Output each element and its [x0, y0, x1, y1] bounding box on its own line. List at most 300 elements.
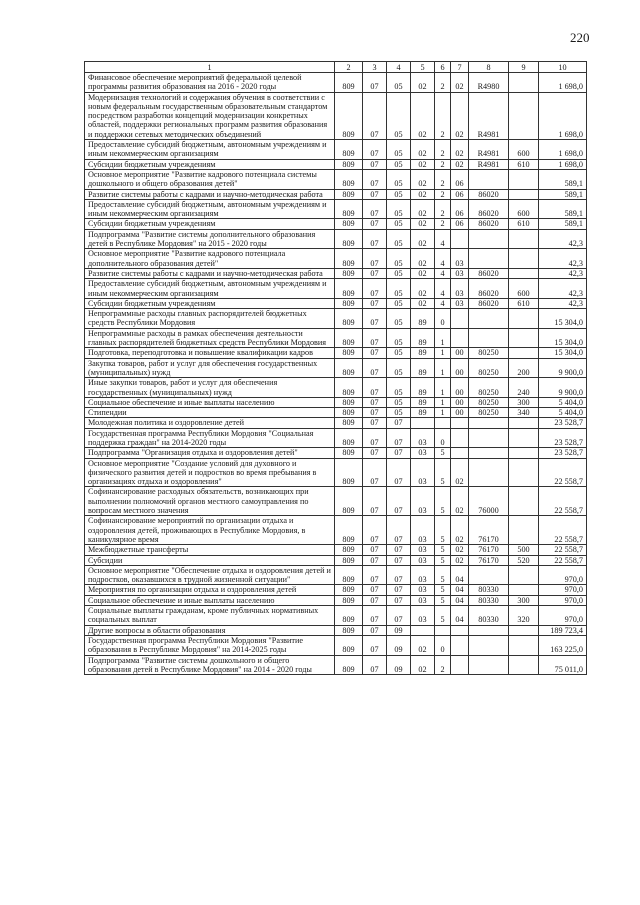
- table-body: [85, 73, 587, 675]
- row-name: Стипендии: [85, 408, 335, 418]
- section-code: 07: [363, 487, 387, 516]
- ministry-code: 809: [335, 625, 363, 635]
- subprogram-code: 4: [435, 298, 451, 308]
- amount: 42,3: [539, 249, 587, 269]
- row-name: Межбюджетные трансферты: [85, 545, 335, 555]
- subsection-code: 07: [387, 595, 411, 605]
- expense-type-code: 200: [509, 358, 539, 378]
- direction-code: [469, 328, 509, 348]
- expense-type-code: 600: [509, 140, 539, 160]
- event-code: [451, 635, 469, 655]
- table-row: [85, 516, 587, 545]
- amount: 15 304,0: [539, 328, 587, 348]
- amount: 22 558,7: [539, 516, 587, 545]
- table-row: [85, 169, 587, 189]
- ministry-code: 809: [335, 358, 363, 378]
- expense-type-code: [509, 249, 539, 269]
- section-code: 07: [363, 625, 387, 635]
- row-name: Предоставление субсидий бюджетным, автономным учреждениям и иным некоммерческим организациям: [85, 279, 335, 299]
- section-code: 07: [363, 545, 387, 555]
- subprogram-code: 5: [435, 487, 451, 516]
- amount: 1 698,0: [539, 159, 587, 169]
- ministry-code: 809: [335, 199, 363, 219]
- amount: 23 528,7: [539, 418, 587, 428]
- table-row: [85, 199, 587, 219]
- page-number: 220: [570, 30, 590, 45]
- subsection-code: 05: [387, 169, 411, 189]
- table-row: [85, 140, 587, 160]
- subsection-code: 07: [387, 458, 411, 487]
- direction-code: 86020: [469, 199, 509, 219]
- table-row: [85, 397, 587, 407]
- expense-type-code: 610: [509, 298, 539, 308]
- direction-code: 86020: [469, 298, 509, 308]
- direction-code: 80330: [469, 595, 509, 605]
- table-row: [85, 487, 587, 516]
- expense-type-code: 500: [509, 545, 539, 555]
- amount: 970,0: [539, 565, 587, 585]
- program-code: 02: [411, 298, 435, 308]
- table-row: [85, 159, 587, 169]
- ministry-code: 809: [335, 458, 363, 487]
- amount: 9 900,0: [539, 358, 587, 378]
- subsection-code: 05: [387, 249, 411, 269]
- event-code: [451, 448, 469, 458]
- event-code: 00: [451, 408, 469, 418]
- table-row: [85, 428, 587, 448]
- expense-type-code: [509, 655, 539, 675]
- expense-type-code: [509, 92, 539, 139]
- expense-type-code: [509, 169, 539, 189]
- subsection-code: 05: [387, 219, 411, 229]
- table-row: [85, 545, 587, 555]
- ministry-code: 809: [335, 595, 363, 605]
- table-row: [85, 448, 587, 458]
- direction-code: [469, 309, 509, 329]
- program-code: 02: [411, 268, 435, 278]
- subsection-code: 07: [387, 545, 411, 555]
- program-code: 02: [411, 159, 435, 169]
- amount: 23 528,7: [539, 448, 587, 458]
- subprogram-code: 1: [435, 358, 451, 378]
- subprogram-code: 2: [435, 159, 451, 169]
- ministry-code: 809: [335, 397, 363, 407]
- direction-code: R4981: [469, 140, 509, 160]
- section-code: 07: [363, 298, 387, 308]
- direction-code: 86020: [469, 219, 509, 229]
- ministry-code: 809: [335, 229, 363, 249]
- subprogram-code: 2: [435, 73, 451, 93]
- direction-code: 76000: [469, 487, 509, 516]
- ministry-code: 809: [335, 545, 363, 555]
- section-code: 07: [363, 606, 387, 626]
- event-code: 02: [451, 516, 469, 545]
- direction-code: 80250: [469, 378, 509, 398]
- row-name: Подпрограмма "Развитие системы дошкольного и общего образования детей в Республике Мордовия" на 2014 - 2020 годы: [85, 655, 335, 675]
- amount: 15 304,0: [539, 309, 587, 329]
- column-number: 1: [85, 62, 335, 73]
- subprogram-code: 2: [435, 169, 451, 189]
- column-number: 6: [435, 62, 451, 73]
- row-name: Подпрограмма "Развитие системы дополнительного образования детей в Республике Мордовия" на 2015 - 2020 годы: [85, 229, 335, 249]
- subprogram-code: 1: [435, 408, 451, 418]
- table-row: [85, 625, 587, 635]
- subsection-code: 07: [387, 555, 411, 565]
- row-name: Субсидии: [85, 555, 335, 565]
- event-code: [451, 625, 469, 635]
- event-code: 03: [451, 249, 469, 269]
- program-code: [411, 418, 435, 428]
- subprogram-code: [435, 418, 451, 428]
- ministry-code: 809: [335, 428, 363, 448]
- subprogram-code: 2: [435, 655, 451, 675]
- ministry-code: 809: [335, 169, 363, 189]
- table-row: [85, 555, 587, 565]
- expense-type-code: [509, 585, 539, 595]
- row-name: Подготовка, переподготовка и повышение квалификации кадров: [85, 348, 335, 358]
- table-row: [85, 408, 587, 418]
- ministry-code: 809: [335, 418, 363, 428]
- amount: 22 558,7: [539, 545, 587, 555]
- section-code: 07: [363, 92, 387, 139]
- amount: 189 723,4: [539, 625, 587, 635]
- row-name: Другие вопросы в области образования: [85, 625, 335, 635]
- direction-code: 80330: [469, 606, 509, 626]
- event-code: 00: [451, 358, 469, 378]
- table-row: [85, 229, 587, 249]
- event-code: 03: [451, 298, 469, 308]
- event-code: 04: [451, 565, 469, 585]
- row-name: Закупка товаров, работ и услуг для обеспечения государственных (муниципальных) нужд: [85, 358, 335, 378]
- row-name: Предоставление субсидий бюджетным, автономным учреждениям и иным некоммерческим организациям: [85, 140, 335, 160]
- ministry-code: 809: [335, 298, 363, 308]
- subprogram-code: 4: [435, 268, 451, 278]
- subprogram-code: 0: [435, 428, 451, 448]
- direction-code: 86020: [469, 189, 509, 199]
- row-name: Иные закупки товаров, работ и услуг для обеспечения государственных (муниципальных) нужд: [85, 378, 335, 398]
- row-name: Субсидии бюджетным учреждениям: [85, 219, 335, 229]
- program-code: 02: [411, 279, 435, 299]
- program-code: 03: [411, 428, 435, 448]
- event-code: [451, 229, 469, 249]
- direction-code: 80250: [469, 358, 509, 378]
- ministry-code: 809: [335, 249, 363, 269]
- subsection-code: 07: [387, 418, 411, 428]
- expense-type-code: [509, 418, 539, 428]
- amount: 589,1: [539, 199, 587, 219]
- subprogram-code: 5: [435, 606, 451, 626]
- subsection-code: 05: [387, 229, 411, 249]
- section-code: 07: [363, 309, 387, 329]
- subprogram-code: 2: [435, 140, 451, 160]
- amount: 22 558,7: [539, 458, 587, 487]
- subsection-code: 07: [387, 606, 411, 626]
- program-code: [411, 625, 435, 635]
- row-name: Софинансирование мероприятий по организации отдыха и оздоровления детей, проживающих в Республике Мордовия, в каникулярное время: [85, 516, 335, 545]
- event-code: [451, 655, 469, 675]
- expense-type-code: 600: [509, 199, 539, 219]
- subprogram-code: [435, 625, 451, 635]
- ministry-code: 809: [335, 516, 363, 545]
- subprogram-code: 4: [435, 229, 451, 249]
- program-code: 02: [411, 169, 435, 189]
- event-code: 00: [451, 348, 469, 358]
- program-code: 02: [411, 655, 435, 675]
- subprogram-code: 5: [435, 545, 451, 555]
- expense-type-code: 300: [509, 595, 539, 605]
- table-row: [85, 655, 587, 675]
- program-code: 02: [411, 229, 435, 249]
- row-name: Государственная программа Республики Мордовия "Социальная поддержка граждан" на 2014-2020 годы: [85, 428, 335, 448]
- amount: 589,1: [539, 189, 587, 199]
- table-row: [85, 458, 587, 487]
- ministry-code: 809: [335, 219, 363, 229]
- amount: 5 404,0: [539, 397, 587, 407]
- amount: 22 558,7: [539, 555, 587, 565]
- program-code: 03: [411, 606, 435, 626]
- section-code: 07: [363, 516, 387, 545]
- column-number: 3: [363, 62, 387, 73]
- expense-type-code: [509, 448, 539, 458]
- program-code: 89: [411, 358, 435, 378]
- event-code: 00: [451, 378, 469, 398]
- table-row: [85, 298, 587, 308]
- amount: 1 698,0: [539, 73, 587, 93]
- ministry-code: 809: [335, 159, 363, 169]
- event-code: 04: [451, 595, 469, 605]
- program-code: 03: [411, 448, 435, 458]
- program-code: 02: [411, 140, 435, 160]
- subsection-code: 07: [387, 487, 411, 516]
- direction-code: 80250: [469, 408, 509, 418]
- subsection-code: 05: [387, 92, 411, 139]
- expense-type-code: 320: [509, 606, 539, 626]
- direction-code: [469, 229, 509, 249]
- column-number-row: [85, 62, 587, 73]
- table-row: [85, 309, 587, 329]
- section-code: 07: [363, 169, 387, 189]
- row-name: Государственная программа Республики Мордовия "Развитие образования в Республике Мордовия" на 2014-2025 годы: [85, 635, 335, 655]
- subsection-code: 05: [387, 279, 411, 299]
- direction-code: [469, 418, 509, 428]
- program-code: 02: [411, 73, 435, 93]
- section-code: 07: [363, 348, 387, 358]
- table-row: [85, 268, 587, 278]
- event-code: [451, 428, 469, 448]
- row-name: Непрограммные расходы в рамках обеспечения деятельности главных распорядителей бюджетных средств Республики Мордовия: [85, 328, 335, 348]
- amount: 970,0: [539, 585, 587, 595]
- row-name: Субсидии бюджетным учреждениям: [85, 159, 335, 169]
- expense-type-code: [509, 635, 539, 655]
- program-code: 89: [411, 408, 435, 418]
- expense-type-code: [509, 428, 539, 448]
- subsection-code: 07: [387, 585, 411, 595]
- expense-type-code: [509, 565, 539, 585]
- subprogram-code: 5: [435, 448, 451, 458]
- program-code: 02: [411, 92, 435, 139]
- subsection-code: 05: [387, 348, 411, 358]
- program-code: 02: [411, 219, 435, 229]
- section-code: 07: [363, 635, 387, 655]
- amount: 970,0: [539, 606, 587, 626]
- direction-code: 80330: [469, 585, 509, 595]
- table-row: [85, 418, 587, 428]
- section-code: 07: [363, 565, 387, 585]
- ministry-code: 809: [335, 328, 363, 348]
- subsection-code: 05: [387, 298, 411, 308]
- expense-type-code: [509, 516, 539, 545]
- amount: 970,0: [539, 595, 587, 605]
- table-row: [85, 378, 587, 398]
- event-code: 06: [451, 189, 469, 199]
- subsection-code: 05: [387, 140, 411, 160]
- expense-type-code: [509, 458, 539, 487]
- subprogram-code: 1: [435, 348, 451, 358]
- direction-code: R4981: [469, 159, 509, 169]
- subsection-code: 05: [387, 408, 411, 418]
- row-name: Предоставление субсидий бюджетным, автономным учреждениям и иным некоммерческим организациям: [85, 199, 335, 219]
- subprogram-code: 0: [435, 635, 451, 655]
- subsection-code: 09: [387, 625, 411, 635]
- subsection-code: 05: [387, 328, 411, 348]
- amount: 42,3: [539, 279, 587, 299]
- section-code: 07: [363, 229, 387, 249]
- table-row: [85, 328, 587, 348]
- program-code: 03: [411, 516, 435, 545]
- section-code: 07: [363, 595, 387, 605]
- ministry-code: 809: [335, 348, 363, 358]
- direction-code: R4980: [469, 73, 509, 93]
- table-row: [85, 635, 587, 655]
- column-number: 4: [387, 62, 411, 73]
- table-row: [85, 92, 587, 139]
- subprogram-code: 4: [435, 249, 451, 269]
- direction-code: 76170: [469, 555, 509, 565]
- program-code: 03: [411, 545, 435, 555]
- amount: 5 404,0: [539, 408, 587, 418]
- column-number: 8: [469, 62, 509, 73]
- direction-code: [469, 448, 509, 458]
- section-code: 07: [363, 555, 387, 565]
- subsection-code: 05: [387, 358, 411, 378]
- amount: 15 304,0: [539, 348, 587, 358]
- direction-code: 76170: [469, 516, 509, 545]
- program-code: 02: [411, 199, 435, 219]
- row-name: Непрограммные расходы главных распорядителей бюджетных средств Республики Мордовия: [85, 309, 335, 329]
- direction-code: [469, 169, 509, 189]
- section-code: 07: [363, 279, 387, 299]
- table-row: [85, 348, 587, 358]
- direction-code: [469, 625, 509, 635]
- program-code: 03: [411, 585, 435, 595]
- program-code: 03: [411, 487, 435, 516]
- table-row: [85, 595, 587, 605]
- subsection-code: 09: [387, 635, 411, 655]
- subsection-code: 05: [387, 268, 411, 278]
- section-code: 07: [363, 249, 387, 269]
- expense-type-code: 610: [509, 219, 539, 229]
- amount: 589,1: [539, 219, 587, 229]
- program-code: 03: [411, 458, 435, 487]
- program-code: 89: [411, 328, 435, 348]
- subsection-code: 05: [387, 397, 411, 407]
- column-number: 10: [539, 62, 587, 73]
- budget-table-sheet: [84, 61, 586, 675]
- program-code: 03: [411, 595, 435, 605]
- expense-type-code: 520: [509, 555, 539, 565]
- table-row: [85, 279, 587, 299]
- row-name: Развитие системы работы с кадрами и научно-методическая работа: [85, 189, 335, 199]
- section-code: 07: [363, 655, 387, 675]
- column-number: 9: [509, 62, 539, 73]
- column-number: 2: [335, 62, 363, 73]
- subprogram-code: 4: [435, 279, 451, 299]
- row-name: Модернизация технологий и содержания обучения в соответствии с новым федеральным государственным образовательным стандартом посредством разработки концепций модернизации конкретных областей, поддержки региональных программ развития образования и поддержки сетевых методических объединений: [85, 92, 335, 139]
- row-name: Мероприятия по организации отдыха и оздоровления детей: [85, 585, 335, 595]
- expense-type-code: 240: [509, 378, 539, 398]
- subprogram-code: 2: [435, 199, 451, 219]
- expense-type-code: 610: [509, 159, 539, 169]
- subprogram-code: 5: [435, 565, 451, 585]
- ministry-code: 809: [335, 279, 363, 299]
- direction-code: [469, 458, 509, 487]
- row-name: Основное мероприятие "Развитие кадрового потенциала системы дошкольного и общего образования детей": [85, 169, 335, 189]
- amount: 163 225,0: [539, 635, 587, 655]
- direction-code: 86020: [469, 268, 509, 278]
- expense-type-code: [509, 229, 539, 249]
- event-code: [451, 309, 469, 329]
- expense-type-code: [509, 189, 539, 199]
- direction-code: 80250: [469, 348, 509, 358]
- subsection-code: 07: [387, 448, 411, 458]
- section-code: 07: [363, 159, 387, 169]
- event-code: 06: [451, 219, 469, 229]
- expense-type-code: 340: [509, 408, 539, 418]
- program-code: 89: [411, 348, 435, 358]
- section-code: 07: [363, 448, 387, 458]
- event-code: 03: [451, 279, 469, 299]
- row-name: Софинансирование расходных обязательств, возникающих при выполнении полномочий органов местного самоуправления по вопросам местного значения: [85, 487, 335, 516]
- direction-code: R4981: [469, 92, 509, 139]
- subprogram-code: 5: [435, 516, 451, 545]
- subsection-code: 07: [387, 565, 411, 585]
- section-code: 07: [363, 140, 387, 160]
- ministry-code: 809: [335, 140, 363, 160]
- column-number: 5: [411, 62, 435, 73]
- ministry-code: 809: [335, 606, 363, 626]
- ministry-code: 809: [335, 189, 363, 199]
- event-code: 04: [451, 606, 469, 626]
- subsection-code: 05: [387, 73, 411, 93]
- row-name: Развитие системы работы с кадрами и научно-методическая работа: [85, 268, 335, 278]
- ministry-code: 809: [335, 268, 363, 278]
- table-row: [85, 585, 587, 595]
- budget-table: [84, 61, 587, 675]
- direction-code: [469, 655, 509, 675]
- table-row: [85, 606, 587, 626]
- subprogram-code: 5: [435, 555, 451, 565]
- direction-code: [469, 565, 509, 585]
- ministry-code: 809: [335, 448, 363, 458]
- event-code: 02: [451, 487, 469, 516]
- amount: 23 528,7: [539, 428, 587, 448]
- event-code: 02: [451, 458, 469, 487]
- row-name: Молодежная политика и оздоровление детей: [85, 418, 335, 428]
- subsection-code: 07: [387, 516, 411, 545]
- program-code: 03: [411, 555, 435, 565]
- direction-code: [469, 249, 509, 269]
- subprogram-code: 2: [435, 189, 451, 199]
